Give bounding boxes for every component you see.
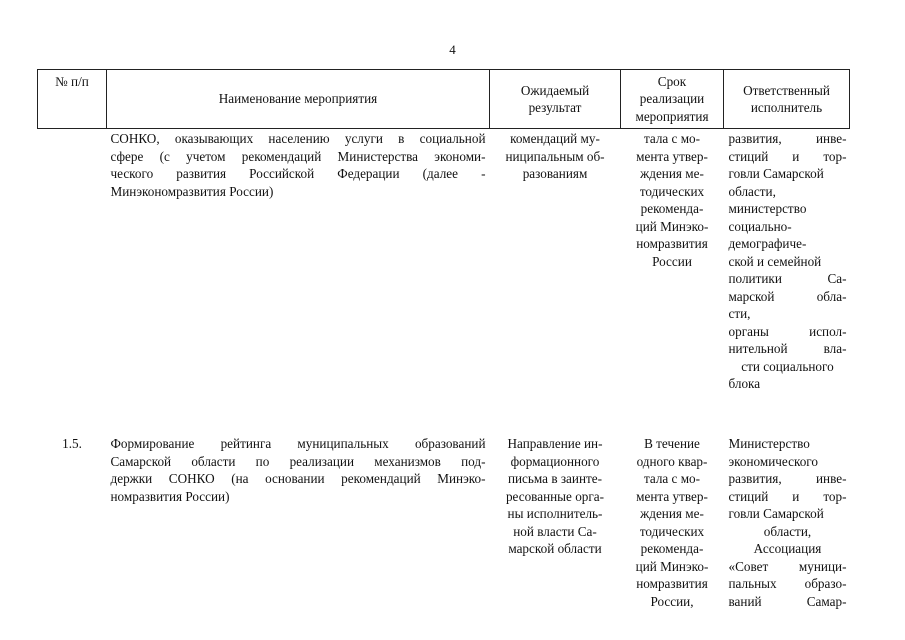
executor: развития, инве- стиций и тор- говли Самарской области, министерство социально- демографиче- ской и семейной политики Са- марской обла- сти, органы испол- нительной вла- сти социального блока xyxy=(728,131,847,391)
header-name: Наименование мероприятия xyxy=(107,70,490,129)
measure-name: СОНКО, оказывающих населению услуги в социальной сфере (с учетом рекомендаций Министерства экономи- ческого развития Российской Федерации (далее - Минэкономразвития России) xyxy=(110,131,486,199)
row-number xyxy=(38,129,107,436)
table-row xyxy=(38,435,850,610)
expected-result: комендаций му- ниципальным об- разованиям xyxy=(505,131,605,181)
measure-name: Формирование рейтинга муниципальных образований Самарской области по реализации механизмов под- держки СОНКО (на основании рекомендаций Минэко- номразвития России) xyxy=(110,436,486,504)
table-header-row xyxy=(38,70,850,129)
header-executor: Ответственный исполнитель xyxy=(724,70,850,129)
deadline: В течение одного квар- тала с мо- мента утвер- ждения ме- тодических рекоменда- ций Минэко- номразвития России, xyxy=(635,436,709,609)
header-deadline: Срок реализации мероприятия xyxy=(621,70,724,129)
deadline: тала с мо- мента утвер- ждения ме- тодических рекоменда- ций Минэко- номразвития России xyxy=(635,131,709,269)
header-result: Ожидаемый результат xyxy=(490,70,621,129)
executor: Министерство экономического развития, инве- стиций и тор- говли Самарской области, Ассоциация «Совет муници- пальных образо- ваний Самар- xyxy=(728,436,847,609)
expected-result: Направление ин- формационного письма в заинте- ресованные орга- ны исполнитель- ной власти Са- марской области xyxy=(505,436,605,556)
table-row xyxy=(38,129,850,436)
page-number: 4 xyxy=(449,42,456,57)
measures-table xyxy=(37,69,850,610)
header-num: № п/п xyxy=(38,70,107,129)
row-number: 1.5. xyxy=(62,436,82,451)
